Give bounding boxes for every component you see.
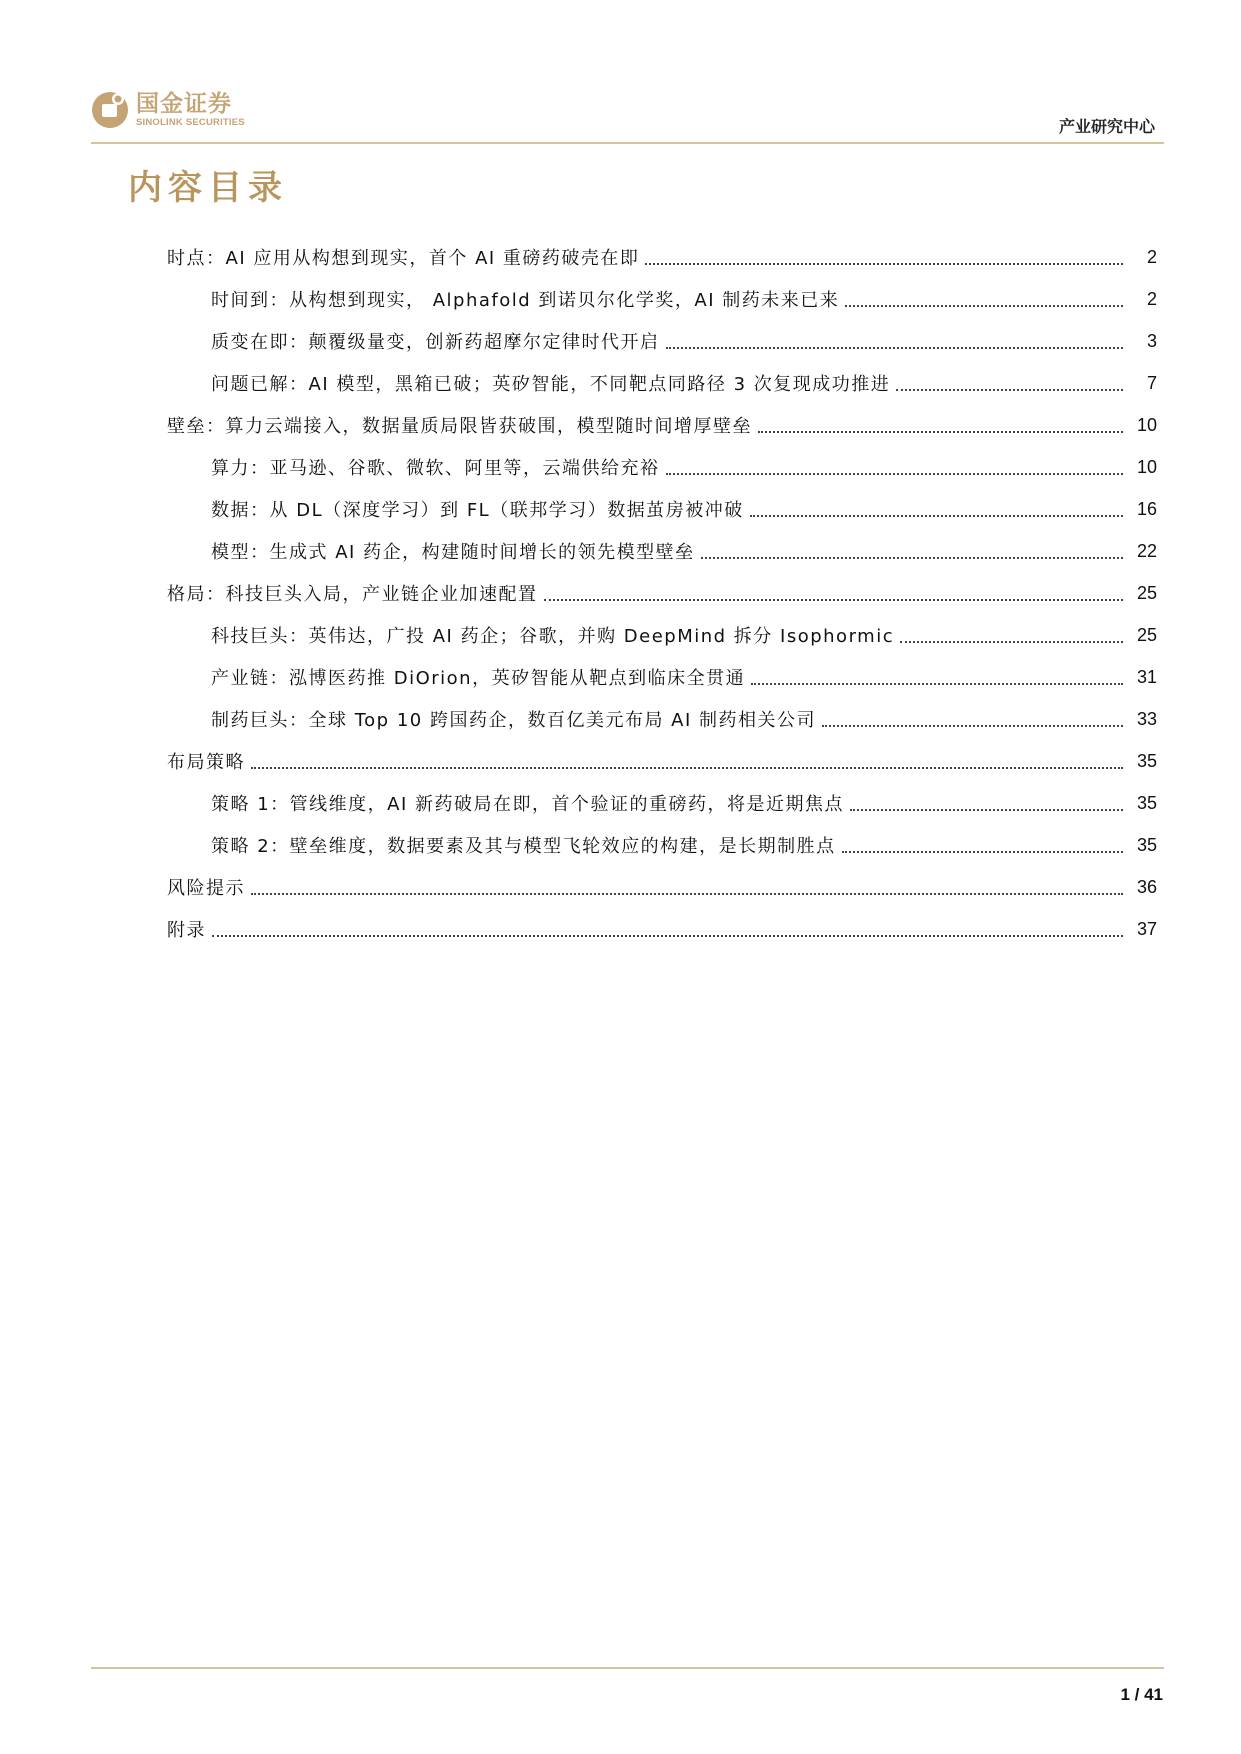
toc-entry[interactable]: [167, 530, 1157, 572]
toc-entry-page: 35: [1136, 750, 1157, 771]
toc-entry[interactable]: [167, 698, 1157, 740]
header-divider: [91, 142, 1164, 144]
toc-entry-label: 格局：科技巨头入局，产业链企业加速配置: [167, 580, 544, 606]
toc-entry-page: 7: [1146, 372, 1157, 393]
toc-entry-label: 算力：亚马逊、谷歌、微软、阿里等，云端供给充裕: [211, 454, 666, 480]
toc-entry[interactable]: [167, 908, 1157, 950]
company-logo: [90, 90, 245, 130]
toc-leader-dots: [645, 245, 1123, 265]
toc-entry-page: 25: [1136, 624, 1157, 645]
toc-leader-dots: [701, 539, 1123, 559]
toc-entry[interactable]: [167, 488, 1157, 530]
toc-entry-label: 产业链：泓博医药推 DiOrion，英矽智能从靶点到临床全贯通: [211, 664, 751, 690]
toc-entry-page: 31: [1136, 666, 1157, 687]
toc-entry-label: 壁垒：算力云端接入，数据量质局限皆获破围，模型随时间增厚壁垒: [167, 412, 758, 438]
toc-entry-label: 质变在即：颠覆级量变，创新药超摩尔定律时代开启: [211, 328, 666, 354]
toc-entry[interactable]: [167, 236, 1157, 278]
footer-divider: [91, 1667, 1164, 1669]
toc-entry-label: 模型：生成式 AI 药企，构建随时间增长的领先模型壁垒: [211, 538, 701, 564]
toc-leader-dots: [900, 623, 1123, 643]
toc-entry-page: 35: [1136, 834, 1157, 855]
toc-entry-label: 问题已解：AI 模型，黑箱已破；英矽智能，不同靶点同路径 3 次复现成功推进: [211, 370, 896, 396]
toc-entry-page: 3: [1146, 330, 1157, 351]
toc-entry-page: 2: [1146, 246, 1157, 267]
toc-entry-label: 附录: [167, 916, 212, 942]
toc-leader-dots: [251, 749, 1123, 769]
toc-entry-label: 时点：AI 应用从构想到现实，首个 AI 重磅药破壳在即: [167, 244, 645, 270]
page-header: [0, 0, 1241, 150]
toc-entry-page: 33: [1136, 708, 1157, 729]
toc-leader-dots: [751, 665, 1123, 685]
toc-entry[interactable]: [167, 572, 1157, 614]
toc-entry[interactable]: [167, 320, 1157, 362]
table-of-contents: [167, 236, 1157, 950]
toc-leader-dots: [666, 329, 1124, 349]
toc-entry[interactable]: [167, 740, 1157, 782]
toc-entry-page: 25: [1136, 582, 1157, 603]
toc-entry[interactable]: [167, 614, 1157, 656]
toc-entry-page: 22: [1136, 540, 1157, 561]
toc-entry-label: 策略 1：管线维度，AI 新药破局在即，首个验证的重磅药，将是近期焦点: [211, 790, 850, 816]
toc-entry-label: 布局策略: [167, 748, 251, 774]
sinolink-logo-icon: [90, 90, 130, 130]
toc-entry-label: 制药巨头：全球 Top 10 跨国药企，数百亿美元布局 AI 制药相关公司: [211, 706, 822, 732]
toc-entry-label: 策略 2：壁垒维度，数据要素及其与模型飞轮效应的构建，是长期制胜点: [211, 832, 842, 858]
toc-entry-page: 36: [1136, 876, 1157, 897]
toc-leader-dots: [750, 497, 1123, 517]
toc-entry[interactable]: [167, 362, 1157, 404]
toc-entry[interactable]: [167, 278, 1157, 320]
logo-name-cn: 国金证券: [136, 90, 232, 117]
toc-leader-dots: [251, 875, 1123, 895]
toc-title: 内容目录: [128, 168, 288, 208]
toc-entry[interactable]: [167, 824, 1157, 866]
toc-leader-dots: [212, 917, 1123, 937]
logo-name-en: SINOLINK SECURITIES: [136, 116, 245, 128]
toc-entry[interactable]: [167, 404, 1157, 446]
toc-entry-label: 科技巨头：英伟达，广投 AI 药企；谷歌，并购 DeepMind 拆分 Isophormic: [211, 622, 900, 648]
page-indicator: 1 / 41: [1120, 1685, 1163, 1704]
toc-entry-page: 2: [1146, 288, 1157, 309]
toc-leader-dots: [842, 833, 1123, 853]
department-label: 产业研究中心: [1058, 117, 1155, 136]
toc-leader-dots: [896, 371, 1123, 391]
toc-leader-dots: [850, 791, 1123, 811]
toc-entry[interactable]: [167, 866, 1157, 908]
toc-leader-dots: [758, 413, 1123, 433]
toc-leader-dots: [822, 707, 1123, 727]
toc-entry-page: 35: [1136, 792, 1157, 813]
toc-entry-page: 16: [1136, 498, 1157, 519]
toc-leader-dots: [845, 287, 1123, 307]
toc-leader-dots: [544, 581, 1124, 601]
toc-entry-page: 37: [1136, 918, 1157, 939]
toc-entry[interactable]: [167, 782, 1157, 824]
toc-entry-label: 数据：从 DL（深度学习）到 FL（联邦学习）数据茧房被冲破: [211, 496, 750, 522]
toc-entry-label: 时间到：从构想到现实， Alphafold 到诺贝尔化学奖，AI 制药未来已来: [211, 286, 845, 312]
toc-entry-page: 10: [1136, 456, 1157, 477]
toc-leader-dots: [666, 455, 1124, 475]
toc-entry-page: 10: [1136, 414, 1157, 435]
toc-entry[interactable]: [167, 656, 1157, 698]
toc-entry-label: 风险提示: [167, 874, 251, 900]
toc-entry[interactable]: [167, 446, 1157, 488]
